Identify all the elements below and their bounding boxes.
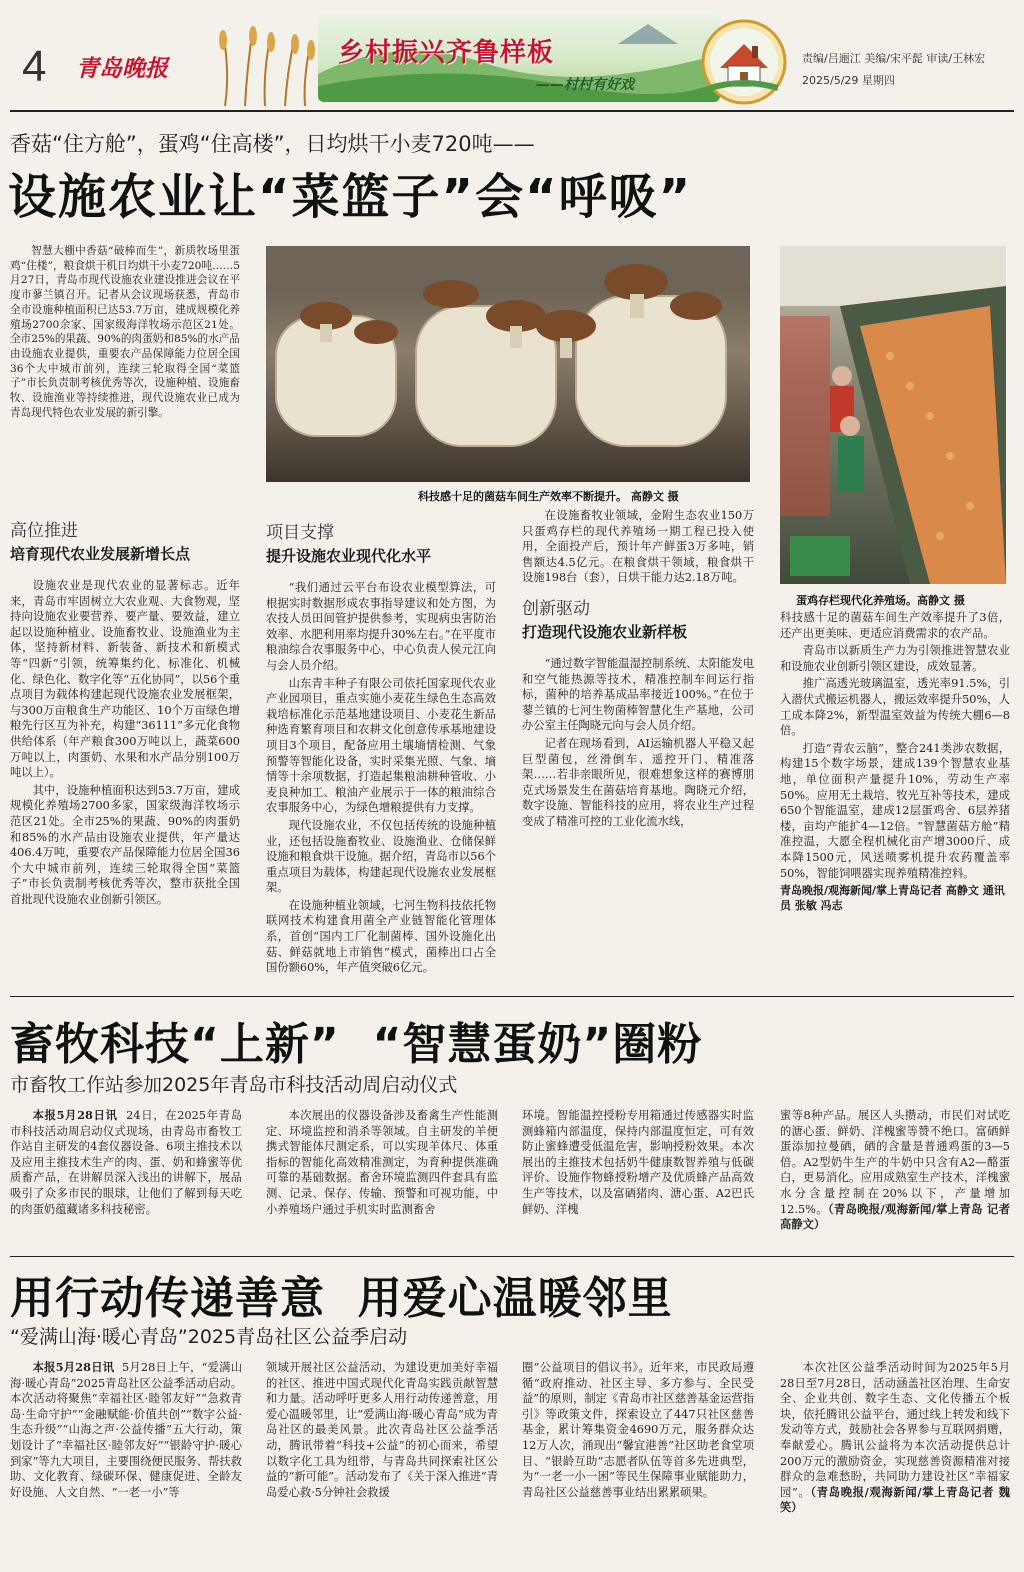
paragraph: 山东青丰种子有限公司依托国家现代农业产业园项目，重点实施小麦花生绿色生态高效栽培标准化示范基地建设项目、小麦花生新品种选育繁育项目和农耕文化创意传承基地建设项目3个项目，配备应用土壤墒情检测、气象预警等智能化设备，实时采集光照、气象、墒情等十余项数据，打造起集粮油耕种管收、小麦良种加工、粮油产业展示于一体的粮油综合农事服务中心，为绿色增粮提供有力支撑。 bbox=[266, 676, 496, 815]
paragraph: 在设施种植业领域，七河生物科技依托物联网技术构建食用菌全产业链智能化管理体系，首创“国内工厂化制菌棒、国外设施化出菇、鲜菇就地上市销售”模式，菌棒出口占全国份额60%，年产值突破6亿元。 bbox=[266, 898, 496, 975]
article3-col2 bbox=[266, 1360, 498, 1566]
article3-col3 bbox=[522, 1360, 754, 1566]
article2-byline: （青岛晚报/观海新闻/掌上青岛 记者 高静文） bbox=[780, 1201, 1010, 1232]
page-number: 4 bbox=[22, 42, 47, 91]
article2-subheadline: 市畜牧工作站参加2025年青岛市科技活动周启动仪式 bbox=[10, 1074, 458, 1096]
lead-paragraph: 智慧大棚中香菇“破棒而生”，新质牧场里蛋鸡“住楼”，粮食烘干机日均烘干小麦720吨……5月27日，青岛市现代设施农业建设推进会议在平度市蓼兰镇召开。记者从会议现场获悉，青岛市全市设施种植面积已达53.7万亩，建成规模化养殖场2700余家、国家级海洋牧场示范区21处。全市25%的果蔬、90%的肉蛋奶和85%的水产品由设施农业提供，重要农产品保障能力位居全国36个大中城市前列，连续三轮取得全国“菜篮子”市长负责制考核优秀等次，设施种植、设施畜牧、设施渔业等持续推进，现代设施农业已成为青岛现代特色农业发展的新引擎。 bbox=[10, 245, 240, 419]
egg-farm-photo bbox=[780, 246, 1006, 584]
article2-headline: 畜牧科技“上新” “智慧蛋奶”圈粉 bbox=[10, 1019, 703, 1070]
mushroom-photo-caption-text: 科技感十足的菌菇车间生产效率不断提升。 高静文 摄 bbox=[418, 490, 679, 503]
paragraph-text: 5月28日上午，“爱满山海·暖心青岛”2025青岛社区公益季活动启动。本次活动将聚焦“幸福社区·睦邻友好”“急救青岛·生命守护”“金融赋能·价值共创”“数字公益·生态升级”“山海之声·公益传播”五大行动，策划设计了“幸福社区·睦邻友好”“银龄守护·暖心到家”等九大项目，主要围绕便民服务、帮扶救助、文化教育、绿碳环保、健康促进、全龄友好设施、人文自然、“一老一小”等 bbox=[10, 1361, 242, 1499]
paragraph: 设施农业是现代农业的显著标志。近年来，青岛市牢固树立大农业观、大食物观，坚持向设施农业要营养、要产量、要效益，建立起以设施种植业、设施畜牧业、设施渔业为主体，坚持新材料、新装备、新技术和新模式等“四新”引领，统筹集约化、标准化、机械化、绿色化、数字化等“五化协同”，以56个重点项目为载体构建起现代设施农业发展框架，与300万亩粮食生产功能区、10个万亩绿色增粮先行区互为补充，构建“36111”多元化食物供给体系（年产粮食300万吨以上，蔬菜600万吨以上，肉蛋奶、水果和水产品分别100万吨以上）。 bbox=[10, 579, 240, 780]
paragraph bbox=[780, 1108, 1010, 1233]
paragraph: 记者在现场看到，AI运输机器人平稳又起巨型菌包，丝滑倒车、遥控开门、精准落架……若非亲眼所见，很难想象这样的赛博朋克式场景发生在菌菇培育基地。陶晓元介绍，数字设施、智能科技的应用，将农业生产过程变成了精准可控的工业化流水线， bbox=[522, 736, 754, 828]
section3-body bbox=[522, 656, 754, 830]
paper-name: 青岛晚报 bbox=[76, 55, 168, 82]
article3-subheadline: “爱满山海·暖心青岛”2025青岛社区公益季启动 bbox=[10, 1326, 408, 1348]
mushroom-photo bbox=[266, 246, 750, 482]
article1-col3 bbox=[522, 508, 754, 990]
paragraph: 现代设施农业，不仅包括传统的设施种植业，还包括设施畜牧业、设施渔业、仓储保鲜设施和粮食烘干设施。据介绍，青岛市以56个重点项目为载体，构建起现代设施农业发展框架。 bbox=[266, 818, 496, 895]
house-icon bbox=[700, 18, 788, 106]
banner-subtitle: ——村村有好戏 bbox=[536, 77, 634, 93]
banner bbox=[318, 14, 720, 102]
article-divider bbox=[10, 1256, 1014, 1257]
article-divider bbox=[10, 996, 1014, 997]
article2-col3 bbox=[522, 1108, 754, 1253]
article2-col1 bbox=[10, 1108, 242, 1253]
article3-byline: （青岛晚报/观海新闻/掌上青岛记者 魏笑） bbox=[780, 1484, 1010, 1515]
dateline: 本报5月28日讯 bbox=[32, 1108, 118, 1122]
article1-col2 bbox=[266, 518, 496, 990]
paragraph: 在设施畜牧业领域，金附生态农业150万只蛋鸡存栏的现代养殖场一期工程已投入使用，全面投产后，预计年产鲜蛋3万多吨，销售额达4.5亿元。在粮食烘干领域，粮食烘干设施198台（套），日烘干能力达2.18万吨。 bbox=[522, 509, 754, 585]
section3-body-cont bbox=[780, 610, 1010, 881]
article3-col4 bbox=[780, 1360, 1010, 1566]
section1-body bbox=[10, 578, 240, 907]
paragraph: “通过数字智能温湿控制系统、太阳能发电和空气能热源等技术，精准控制车间运行指标，菌种的培养基成品率接近100%。”在位于蓼兰镇的七河生物菌棒智慧化生产基地，公司办公室主任陶晓元向与会人员介绍。 bbox=[522, 656, 754, 733]
paragraph bbox=[10, 1108, 242, 1217]
article1-col4 bbox=[780, 610, 1010, 990]
section1-subtitle: 培育现代农业发展新增长点 bbox=[10, 545, 191, 563]
paragraph: 打造“青农云脑”，整合241类涉农数据，构建15个数字场景，建成139个智慧农业基地，单位面积产量提升10%，劳动生产率50%。应用无土栽培、牧光互补等技术，建成650个智能温室，建成12层蛋鸡舍、6层养猪楼，亩均产能扩4—12倍。“智慧菌菇方舱”精准控温，大愿全程机械化亩产增3000斤、成本降1500元，风送喷雾机提升农药覆盖率50%，智能饲喂器实现养殖精准控料。 bbox=[780, 741, 1010, 880]
article1-byline: 青岛晚报/观海新闻/掌上青岛记者 高静文 通讯员 张敏 冯志 bbox=[780, 884, 1005, 913]
paragraph: 科技感十足的菌菇车间生产效率提升了3倍，还产出更美味、更适应消费需求的农产品。 bbox=[780, 611, 1010, 640]
paragraph-text: 24日，在2025年青岛市科技活动周启动仪式现场，由青岛市畜牧工作站自主研发的4套仪器设备、6项主推技术以及应用主推技术生产的肉、蛋、奶和蜂蜜等优质畜产品，在讲解员深入浅出的讲解下，展品吸引了众多市民的眼球，让他们了解到每天吃的肉蛋奶蕴藏诸多科技秘密。 bbox=[10, 1109, 242, 1216]
banner-title: 乡村振兴齐鲁样板 bbox=[338, 38, 555, 68]
paragraph: 青岛市以新质生产力为引领推进智慧农业和设施农业创新引领区建设，成效显著。 bbox=[780, 644, 1010, 673]
section2-title: 项目支撑 bbox=[266, 523, 334, 543]
mushroom-illustration bbox=[266, 246, 750, 482]
paragraph-text: 本次社区公益季活动时间为2025年5月28日至7月28日，活动涵盖社区治理、生命安全、企业共创、数字生态、文化传播五个板块，依托腾讯公益平台，通过线上转发和线下发动等方式，鼓励社会各界参与互联网捐赠，奉献爱心。腾讯公益将为本次活动提供总计200万元的激励资金，实现慈善资源精准对接群众的急难愁盼，共同助力建设社区“幸福家园”。 bbox=[780, 1361, 1010, 1499]
paragraph-text: 蜜等8种产品。展区人头攒动，市民们对试吃的溏心蛋、鲜奶、洋槐蜜等赞不绝口。富硒鲜蛋添加拉曼硒，硒的含量是普通鸡蛋的3—5倍。A2型奶牛生产的牛奶中只含有A2—酪蛋白，更易消化。应用成熟室生产技术，洋槐蜜水分含量控制在20%以下，产量增加12.5%。 bbox=[780, 1109, 1010, 1216]
article1-headline: 设施农业让“菜篮子”会“呼吸” bbox=[8, 169, 693, 225]
paragraph bbox=[780, 1360, 1010, 1516]
article3-headline: 用行动传递善意 用爱心温暖邻里 bbox=[10, 1273, 673, 1324]
section2-body-cont bbox=[522, 508, 754, 586]
dateline: 本报5月28日讯 bbox=[32, 1360, 115, 1374]
issue-date: 2025/5/29 星期四 bbox=[802, 74, 895, 87]
egg-farm-photo-caption: 蛋鸡存栏现代化养殖场。高静文 摄 bbox=[796, 594, 965, 607]
article1-col1 bbox=[10, 516, 240, 909]
masthead bbox=[0, 0, 1024, 108]
paragraph: 推广高透光玻璃温室，透光率91.5%，引入潜伏式搬运机器人，搬运效率提升50%，人工成本降2%，新型温室效益为传统大棚6—8倍。 bbox=[780, 677, 1010, 738]
wheat-icon bbox=[205, 22, 323, 106]
article1-lead bbox=[10, 244, 240, 510]
article2-col4 bbox=[780, 1108, 1010, 1253]
paragraph bbox=[10, 1360, 242, 1500]
section3-title: 创新驱动 bbox=[522, 598, 590, 619]
section1-title: 高位推进 bbox=[10, 521, 78, 541]
masthead-rule bbox=[10, 110, 1014, 112]
paragraph: 领域开展社区公益活动，为建设更加美好幸福的社区、推进中国式现代化青岛实践贡献智慧和力量。活动呼吁更多人用行动传递善意，用爱心温暖邻里，让“爱满山海·暖心青岛”成为青岛社区的最美风景。此次青岛社区公益季活动，腾讯带着“科技+公益”的初心而来，希望以数字化工具为纽带，与青岛共同探索社区公益的“新可能”。活动发布了《关于深入推进“青岛爱心救·5分钟社会救援 bbox=[266, 1361, 498, 1499]
section2-body bbox=[266, 580, 496, 976]
article1-kicker: 香菇“住方舱”，蛋鸡“住高楼”，日均烘干小麦720吨—— bbox=[10, 132, 535, 156]
section3-subtitle: 打造现代设施农业新样板 bbox=[522, 622, 688, 641]
paragraph: 圈”公益项目的倡议书》。近年来，市民政局遵循“政府推动、社区主导、多方参与、全民受益”的原则，制定《青岛市社区慈善基金运营指引》等政策文件，探索设立了447只社区慈善基金，累计筹集资金4690万元，服务群众达12万人次，涌现出“馨宜港善”社区助老食堂项目、“银龄互助”志愿者队伍等首多先进典型，为“一老一小一困”等民生保障事业赋能助力，青岛社区公益慈善事业结出累累硕果。 bbox=[522, 1361, 754, 1499]
editors: 责编/吕逦江 美编/宋平髭 审读/王林宏 bbox=[802, 52, 986, 65]
article3-col1 bbox=[10, 1360, 242, 1566]
paragraph: “我们通过云平台布设农业模型算法，可根据实时数据形成农事指导建议和处方图，为农技人员田间管护提供参考，实现病虫害防治效率、水肥利用率均提升30%左右。”在平度市粮油综合农事服务中心，中心负责人侯元江向与会人员介绍。 bbox=[266, 581, 496, 672]
paragraph: 本次展出的仪器设备涉及畜禽生产性能测定、环境监控和消杀等领域。自主研发的羊便携式智能体尺测定系，可以实现羊体尺、体重指标的智能化高效精准测定，为育种提供准确可靠的基础数据。畜舍环境监测四件套具有监测、记录、保存、传输、预警和可视功能，中小养殖场户通过手机实时监测畜舍 bbox=[266, 1109, 498, 1216]
paragraph: 其中，设施种植面积达到53.7万亩，建成规模化养殖场2700多家，国家级海洋牧场示范区21处。全市25%的果蔬、90%的肉蛋奶和85%的水产品由设施农业提供，年产量达406.4万吨，重要农产品保障能力位居全国36个大中城市前列，连续三轮取得全国“菜篮子”市长负责制考核优秀等次，整市获批全国首批现代设施农业创新引领区。 bbox=[10, 783, 240, 906]
section2-subtitle: 提升设施农业现代化水平 bbox=[266, 547, 432, 565]
article2-col2 bbox=[266, 1108, 498, 1253]
paragraph: 环境。智能温控授粉专用箱通过传感器实时监测蜂箱内部温度，保持内部温度恒定，可有效防止蜜蜂遭受低温危害，影响授粉效果。本次展出的主推技术包括奶牛健康数智养殖与低碳评价、设施作物蜂授粉增产及优质蜂产品高效生产等技术，以及富硒猪肉、溏心蛋、A2巴氏鲜奶、洋槐 bbox=[522, 1109, 754, 1216]
egg-conveyor-illustration bbox=[780, 246, 1006, 584]
